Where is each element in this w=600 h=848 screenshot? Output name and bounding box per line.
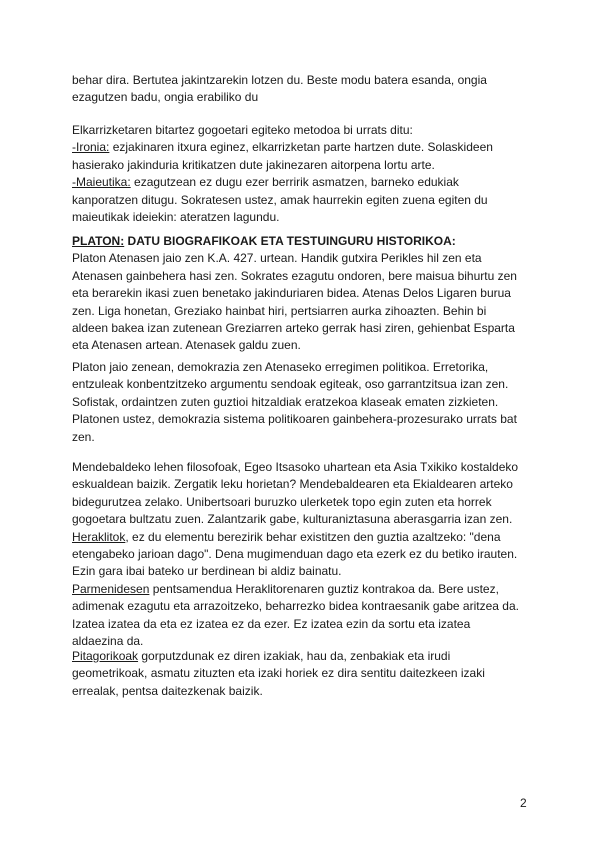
parmenides-term: Parmenidesen (72, 581, 150, 596)
text-fragment: pentsamendua Heraklitorenaren guztiz kontrakoa da. Bere ustez, (149, 581, 499, 596)
text-line: eskualdean baizik. Zergatik leku horietan? Mendebaldearen eta Ekialdearen arteko (72, 477, 513, 492)
heraklito-term: Heraklitok (72, 529, 126, 544)
text-line: zen. Liga honetan, Greziako hainbat hiri, pertsiarren aurka zihoazten. Behin bi (72, 303, 487, 318)
pitagoriko-term: Pitagorikoak (72, 649, 139, 663)
text-fragment: ezagutzean ez dugu ezer berririk asmatzen, barneko edukiak (130, 175, 459, 190)
text-line: geometrikoak, asmatu zituzten eta izaki horiek ez dira sentitu daitezkeen izaki (72, 666, 485, 681)
text-line: entzuleak konbentzitzeko argumentu sendoak egiteak, oso garrantzitsua izan zen. (72, 377, 509, 392)
heading-text: DATU BIOGRAFIKOAK ETA TESTUINGURU HISTORIKOA: (124, 234, 456, 248)
text-line: gogoetara bultzatu zuen. Zalantzarik gabe, kulturaniztasuna aberasgarria izan zen. (72, 512, 513, 527)
paragraph-method (72, 122, 532, 226)
text-line: hasierako jakinduria kritikatzen dute jakinezaren aitorpena lortu arte. (72, 157, 435, 172)
ironia-term: -Ironia: (72, 140, 110, 155)
text-fragment: , ez du elementu berezirik behar existitzen den guztia azaltzeko: "dena (125, 529, 501, 544)
section-heading (72, 233, 532, 250)
text-line: eta Atenasen artean. Atenasek galdu zuen. (72, 338, 301, 353)
text-line: ezagutzen badu, ongia erabiliko du (72, 90, 259, 105)
text-fragment: ezjakinaren itxura eginez, elkarrizketan parte hartzen dute. Solaskideen (109, 140, 493, 155)
text-line: Elkarrizketaren bitartez gogoetari egiteko metodoa bi urrats ditu: (72, 123, 413, 137)
section-platon (72, 233, 532, 355)
pitagoriko-line (72, 648, 532, 665)
text-line: aldeen bakea izan zutenean Greziarren arteko gerrak hasi ziren, gehienbat Esparta (72, 320, 515, 335)
heading-term: PLATON: (72, 234, 125, 248)
text-line: aldaezina da. (72, 633, 144, 648)
text-line: Izatea izatea da eta ez izatea ez da ezer. Ez izatea ezin da sortu eta izatea (72, 616, 471, 631)
text-fragment: gorputzdunak ez diren izakiak, hau da, zenbakiak eta irudi (138, 649, 451, 663)
text-line: Platonen ustez, demokrazia sistema politikoaren gainbehera-prozesurako urrats bat (72, 412, 517, 427)
maieutika-term: -Maieutika: (72, 175, 131, 190)
text-line: Sofistak, ordaintzen zuten guztioi hitzaldiak eratzekoa klaseak ematen zizkieten. (72, 394, 499, 409)
text-line: Platon jaio zenean, demokrazia zen Atenaseko erregimen politikoa. Erretorika, (72, 360, 489, 374)
text-line: zen. (72, 429, 95, 444)
maieutika-line (72, 174, 532, 191)
text-line: behar dira. Bertutea jakintzarekin lotzen du. Beste modu batera esanda, ongia (72, 73, 487, 87)
text-line: kanporatzen ditugu. Sokratesen ustez, amak haurrekin egiten zuena egiten du (72, 192, 488, 207)
text-line: maieutikak ideiekin: ateratzen lagundu. (72, 209, 280, 224)
text-line: Atenasen gainbehera hasi zen. Sokrates ezagutu ondoren, bere maisua bihurtu zen (72, 268, 517, 283)
heraklito-line (72, 529, 532, 546)
text-line: adimenak ezagutu eta arrazoitzeko, beharrezko bidea kontraesanik gabe aritzea da. (72, 599, 519, 614)
text-line: etengabeko jarioan dago". Dena mugimenduan dago eta ezerk ez du betiko irauten. (72, 546, 518, 561)
text-line: errealak, pentsa daitezkenak baizik. (72, 683, 263, 698)
text-line: eta berarekin ikasi zuen benetako jakinduriaren bidea. Atenas Delos Ligaren burua (72, 286, 511, 301)
page-number: 2 (520, 796, 527, 810)
ironia-line (72, 139, 532, 156)
text-line: Platon Atenasen jaio zen K.A. 427. urtean. Handik gutxira Perikles hil zen eta (72, 251, 482, 266)
paragraph-democracy (72, 359, 532, 446)
paragraph-virtue (72, 72, 532, 107)
text-line: Mendebaldeko lehen filosofoak, Egeo Itsasoko uhartean eta Asia Txikiko kostaldeko (72, 460, 519, 474)
text-line: bidegurutzea zelako. Unibertsoari buruzko ulerketek topo egin zuten eta horrek (72, 494, 492, 509)
text-line: Ezin gara ibai bateko ur berdinean bi aldiz bainatu. (72, 564, 342, 579)
paragraph-pythagoreans (72, 648, 532, 700)
parmenides-line (72, 581, 532, 598)
paragraph-philosophers (72, 459, 532, 650)
